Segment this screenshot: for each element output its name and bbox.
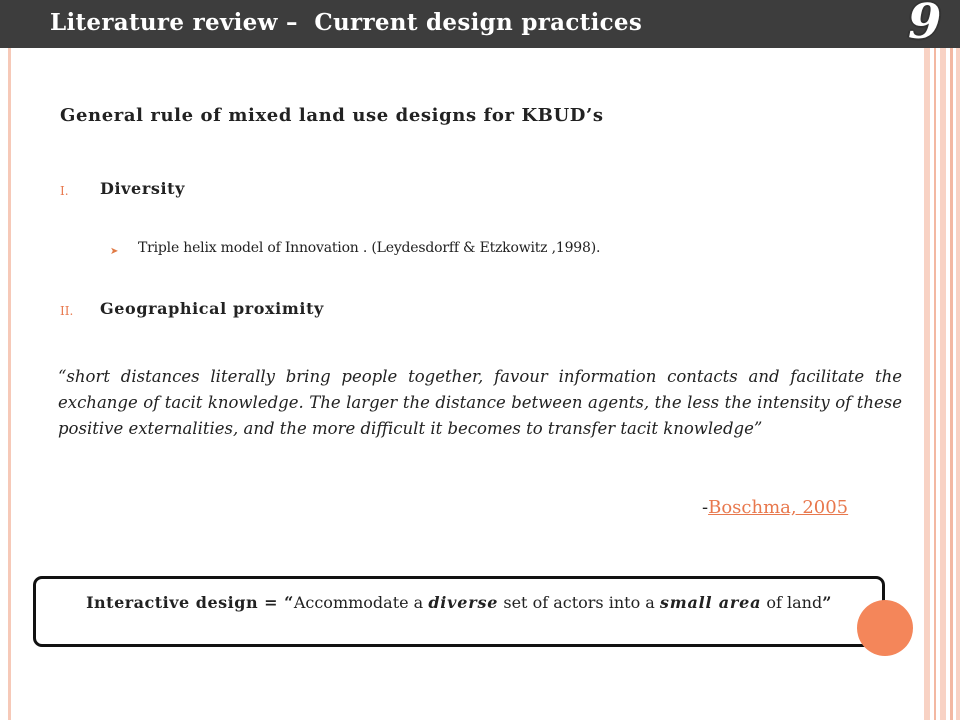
list-item-geographical-proximity: Geographical proximity (100, 299, 324, 318)
quote-text: “short distances literally bring people together, favour information contacts and facilitate the exchange of tacit knowledge. The larger the distance between agents, the less the intensity of these positive externalities, and the more difficult it becomes to transfer tacit knowledge” (58, 367, 902, 438)
bullet-triple-helix: Triple helix model of Innovation . (Leydesdorff & Etzkowitz ,1998). (138, 240, 601, 256)
right-decorative-stripe (956, 0, 960, 720)
citation-prefix: - (702, 497, 709, 518)
callout-emphasis-diverse: diverse (428, 593, 499, 612)
page-number: 9 (908, 0, 942, 50)
section-heading: General rule of mixed land use designs for KBUD’s (60, 105, 604, 126)
arrow-bullet-icon: ➤ (110, 246, 119, 257)
callout-close-quote: ” (822, 593, 832, 612)
callout-text (48, 592, 870, 614)
callout-open-quote: “ (284, 593, 294, 612)
callout-box (33, 576, 885, 647)
right-decorative-stripe (950, 0, 953, 720)
list-item-diversity: Diversity (100, 179, 186, 198)
citation (702, 497, 848, 518)
right-decorative-stripe (934, 0, 936, 720)
citation-link[interactable]: Boschma, 2005 (708, 497, 849, 518)
left-decorative-line (8, 0, 11, 720)
callout-text-part: set of actors into a (498, 593, 660, 612)
right-decorative-stripe (924, 0, 930, 720)
list-numeral-2: II. (60, 304, 74, 318)
title-bar (0, 0, 960, 48)
right-decorative-stripe (940, 0, 946, 720)
callout-text-part: Accommodate a (293, 593, 429, 612)
callout-text-part: of land (761, 593, 823, 612)
callout-label: Interactive design = (86, 593, 285, 612)
list-numeral-1: I. (60, 184, 69, 198)
slide-title: Literature review – Current design practices (50, 9, 643, 36)
callout-emphasis-small-area: small area (659, 593, 762, 612)
orange-circle-decoration (857, 600, 913, 656)
